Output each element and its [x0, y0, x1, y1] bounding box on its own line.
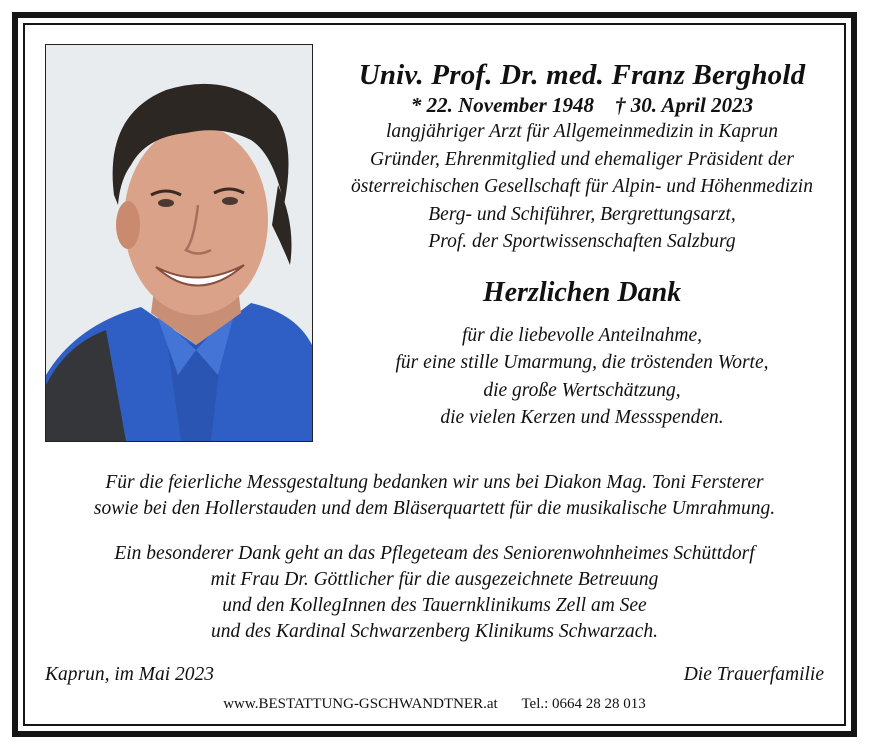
description-line: Berg- und Schiführer, Bergrettungsarzt, — [428, 203, 736, 225]
life-dates: * 22. November 1948 † 30. April 2023 — [410, 93, 754, 117]
paragraph-line: Ein besonderer Dank geht an das Pflegeteam des Seniorenwohnheimes Schüttdorf — [114, 543, 755, 564]
deceased-name: Univ. Prof. Dr. med. Franz Berghold — [358, 59, 806, 91]
description-line: Gründer, Ehrenmitglied und ehemaliger Präsident der — [370, 148, 794, 170]
phone-number: Tel.: 0664 28 28 013 — [521, 696, 646, 712]
thanks-line: für die liebevolle Anteilnahme, — [461, 324, 703, 346]
website-link[interactable]: www.BESTATTUNG-GSCHWANDTNER.at — [223, 696, 498, 712]
paragraph-line: Für die feierliche Messgestaltung bedanken wir uns bei Diakon Mag. Toni Fersterer — [105, 472, 764, 493]
description-line: langjähriger Arzt für Allgemeinmedizin in Kaprun — [386, 121, 778, 142]
portrait-photo — [45, 44, 313, 442]
description-line: Prof. der Sportwissenschaften Salzburg — [428, 231, 736, 252]
thanks-line: für eine stille Umarmung, die tröstenden Worte, — [395, 352, 769, 373]
paragraph-line: sowie bei den Hollerstauden und dem Bläserquartett für die musikalische Umrahmung. — [93, 498, 776, 519]
deceased-description — [318, 118, 846, 256]
paragraph-line: und des Kardinal Schwarzenberg Klinikums Schwarzach. — [210, 621, 659, 642]
thanks-line: die vielen Kerzen und Messspenden. — [440, 407, 724, 428]
thanks-line: die große Wertschätzung, — [483, 379, 681, 401]
description-line: österreichischen Gesellschaft für Alpin- und Höhenmedizin — [351, 176, 813, 197]
paragraph-line: und den KollegInnen des Tauernklinikums Zell am See — [222, 595, 647, 616]
paragraph-line: mit Frau Dr. Göttlicher für die ausgezeichnete Betreuung — [210, 569, 659, 590]
contact-line — [0, 696, 869, 713]
thanks-lines — [318, 322, 846, 432]
thanks-title: Herzlichen Dank — [482, 276, 682, 308]
acknowledgement-paragraph-1 — [30, 470, 839, 522]
deceased-info — [318, 58, 846, 432]
acknowledgement-paragraph-2 — [30, 541, 839, 645]
place-date: Kaprun, im Mai 2023 — [45, 664, 215, 685]
signature: Die Trauerfamilie — [683, 664, 824, 685]
